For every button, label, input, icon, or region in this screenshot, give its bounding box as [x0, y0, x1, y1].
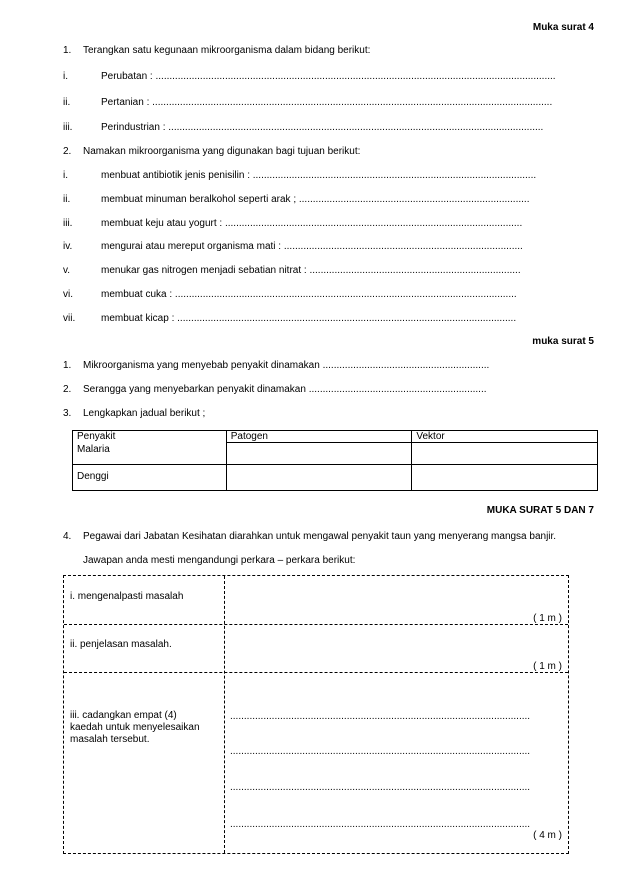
answer-row-separator [64, 624, 568, 625]
cell-malaria: Malaria [73, 443, 227, 465]
q4-text: Pegawai dari Jabatan Kesihatan diarahkan untuk mengawal penyakit taun yang menyerang mangsa banjir. [83, 531, 557, 542]
table-row [73, 465, 598, 491]
q2-vii-text: membuat kicap : .......................................................................................................................... [101, 313, 517, 324]
disease-table [72, 430, 598, 491]
p5-q2-number: 2. [63, 384, 72, 395]
cell-malaria-patogen[interactable] [226, 443, 412, 465]
q1-i-roman: i. [63, 71, 68, 82]
p5-q1-text: Mikroorganisma yang menyebab penyakit dinamakan ............................................................ [83, 360, 490, 371]
part-iii-label-line3: masalah tersebut. [70, 734, 150, 745]
q1-ii-roman: ii. [63, 97, 71, 108]
p5-q3-number: 3. [63, 408, 72, 419]
q2-number: 2. [63, 146, 72, 157]
q2-iii-roman: iii. [63, 218, 73, 229]
part-i-mark: ( 1 m ) [533, 613, 562, 624]
q1-iii-roman: iii. [63, 122, 73, 133]
q2-vi-text: membuat cuka : ........................................................................................................................... [101, 289, 517, 300]
q2-vii-roman: vii. [63, 313, 76, 324]
p5-q3-text: Lengkapkan jadual berikut ; [83, 408, 206, 419]
q4-number: 4. [63, 531, 72, 542]
part-iii-answer-line-1[interactable]: ............................................................................................................ [230, 711, 531, 722]
q1-iii-text: Perindustrian : ....................................................................................................................................... [101, 122, 544, 133]
q1-ii-text: Pertanian : ................................................................................................................................................ [101, 97, 553, 108]
answer-box-divider [224, 576, 225, 853]
part-ii-label: ii. penjelasan masalah. [70, 639, 172, 650]
part-i-answer-area[interactable] [226, 578, 562, 622]
part-iii-answer-line-4[interactable]: ............................................................................................................ [230, 819, 531, 830]
q1-number: 1. [63, 45, 72, 56]
q2-iv-text: mengurai atau mereput organisma mati : ...................................................................................... [101, 241, 523, 252]
cell-denggi-patogen[interactable] [226, 465, 412, 491]
cell-denggi-vektor[interactable] [412, 465, 598, 491]
p5-q1-number: 1. [63, 360, 72, 371]
part-iii-answer-line-2[interactable]: ............................................................................................................ [230, 746, 531, 757]
q2-v-text: menukar gas nitrogen menjadi sebatian nitrat : ............................................................................ [101, 265, 521, 276]
q4-instruction: Jawapan anda mesti mengandungi perkara – perkara berikut: [83, 555, 356, 566]
part-iii-mark: ( 4 m ) [533, 830, 562, 841]
part-iii-label-line2: kaedah untuk menyelesaikan [70, 722, 200, 733]
q1-i-text: Perubatan : ................................................................................................................................................ [101, 71, 556, 82]
page-header-5: muka surat 5 [532, 336, 594, 347]
table-row [73, 443, 598, 465]
answer-box [63, 575, 569, 854]
header-penyakit: Penyakit [73, 431, 227, 443]
p5-q2-text: Serangga yang menyebarkan penyakit dinamakan ................................................................ [83, 384, 487, 395]
q2-text: Namakan mikroorganisma yang digunakan bagi tujuan berikut: [83, 146, 361, 157]
answer-row-separator [64, 672, 568, 673]
cell-denggi: Denggi [73, 465, 227, 491]
q2-iv-roman: iv. [63, 241, 73, 252]
q2-i-text: menbuat antibiotik jenis penisilin : ...................................................................................................... [101, 170, 537, 181]
table-header-row [73, 431, 598, 443]
q2-iii-text: membuat keju atau yogurt : ........................................................................................................... [101, 218, 523, 229]
page-header-4: Muka surat 4 [532, 22, 594, 33]
q2-ii-roman: ii. [63, 194, 71, 205]
q2-vi-roman: vi. [63, 289, 73, 300]
part-iii-label-line1: iii. cadangkan empat (4) [70, 710, 177, 721]
q2-ii-text: membuat minuman beralkohol seperti arak ; ................................................................................... [101, 194, 530, 205]
part-ii-mark: ( 1 m ) [533, 661, 562, 672]
q2-v-roman: v. [63, 265, 71, 276]
q1-text: Terangkan satu kegunaan mikroorganisma dalam bidang berikut: [83, 45, 371, 56]
page-header-5-7: MUKA SURAT 5 DAN 7 [486, 505, 594, 516]
part-i-label: i. mengenalpasti masalah [70, 591, 184, 602]
header-patogen: Patogen [226, 431, 412, 443]
cell-malaria-vektor[interactable] [412, 443, 598, 465]
header-vektor: Vektor [412, 431, 598, 443]
part-ii-answer-area[interactable] [226, 626, 562, 670]
q2-i-roman: i. [63, 170, 68, 181]
part-iii-answer-line-3[interactable]: ............................................................................................................ [230, 782, 531, 793]
